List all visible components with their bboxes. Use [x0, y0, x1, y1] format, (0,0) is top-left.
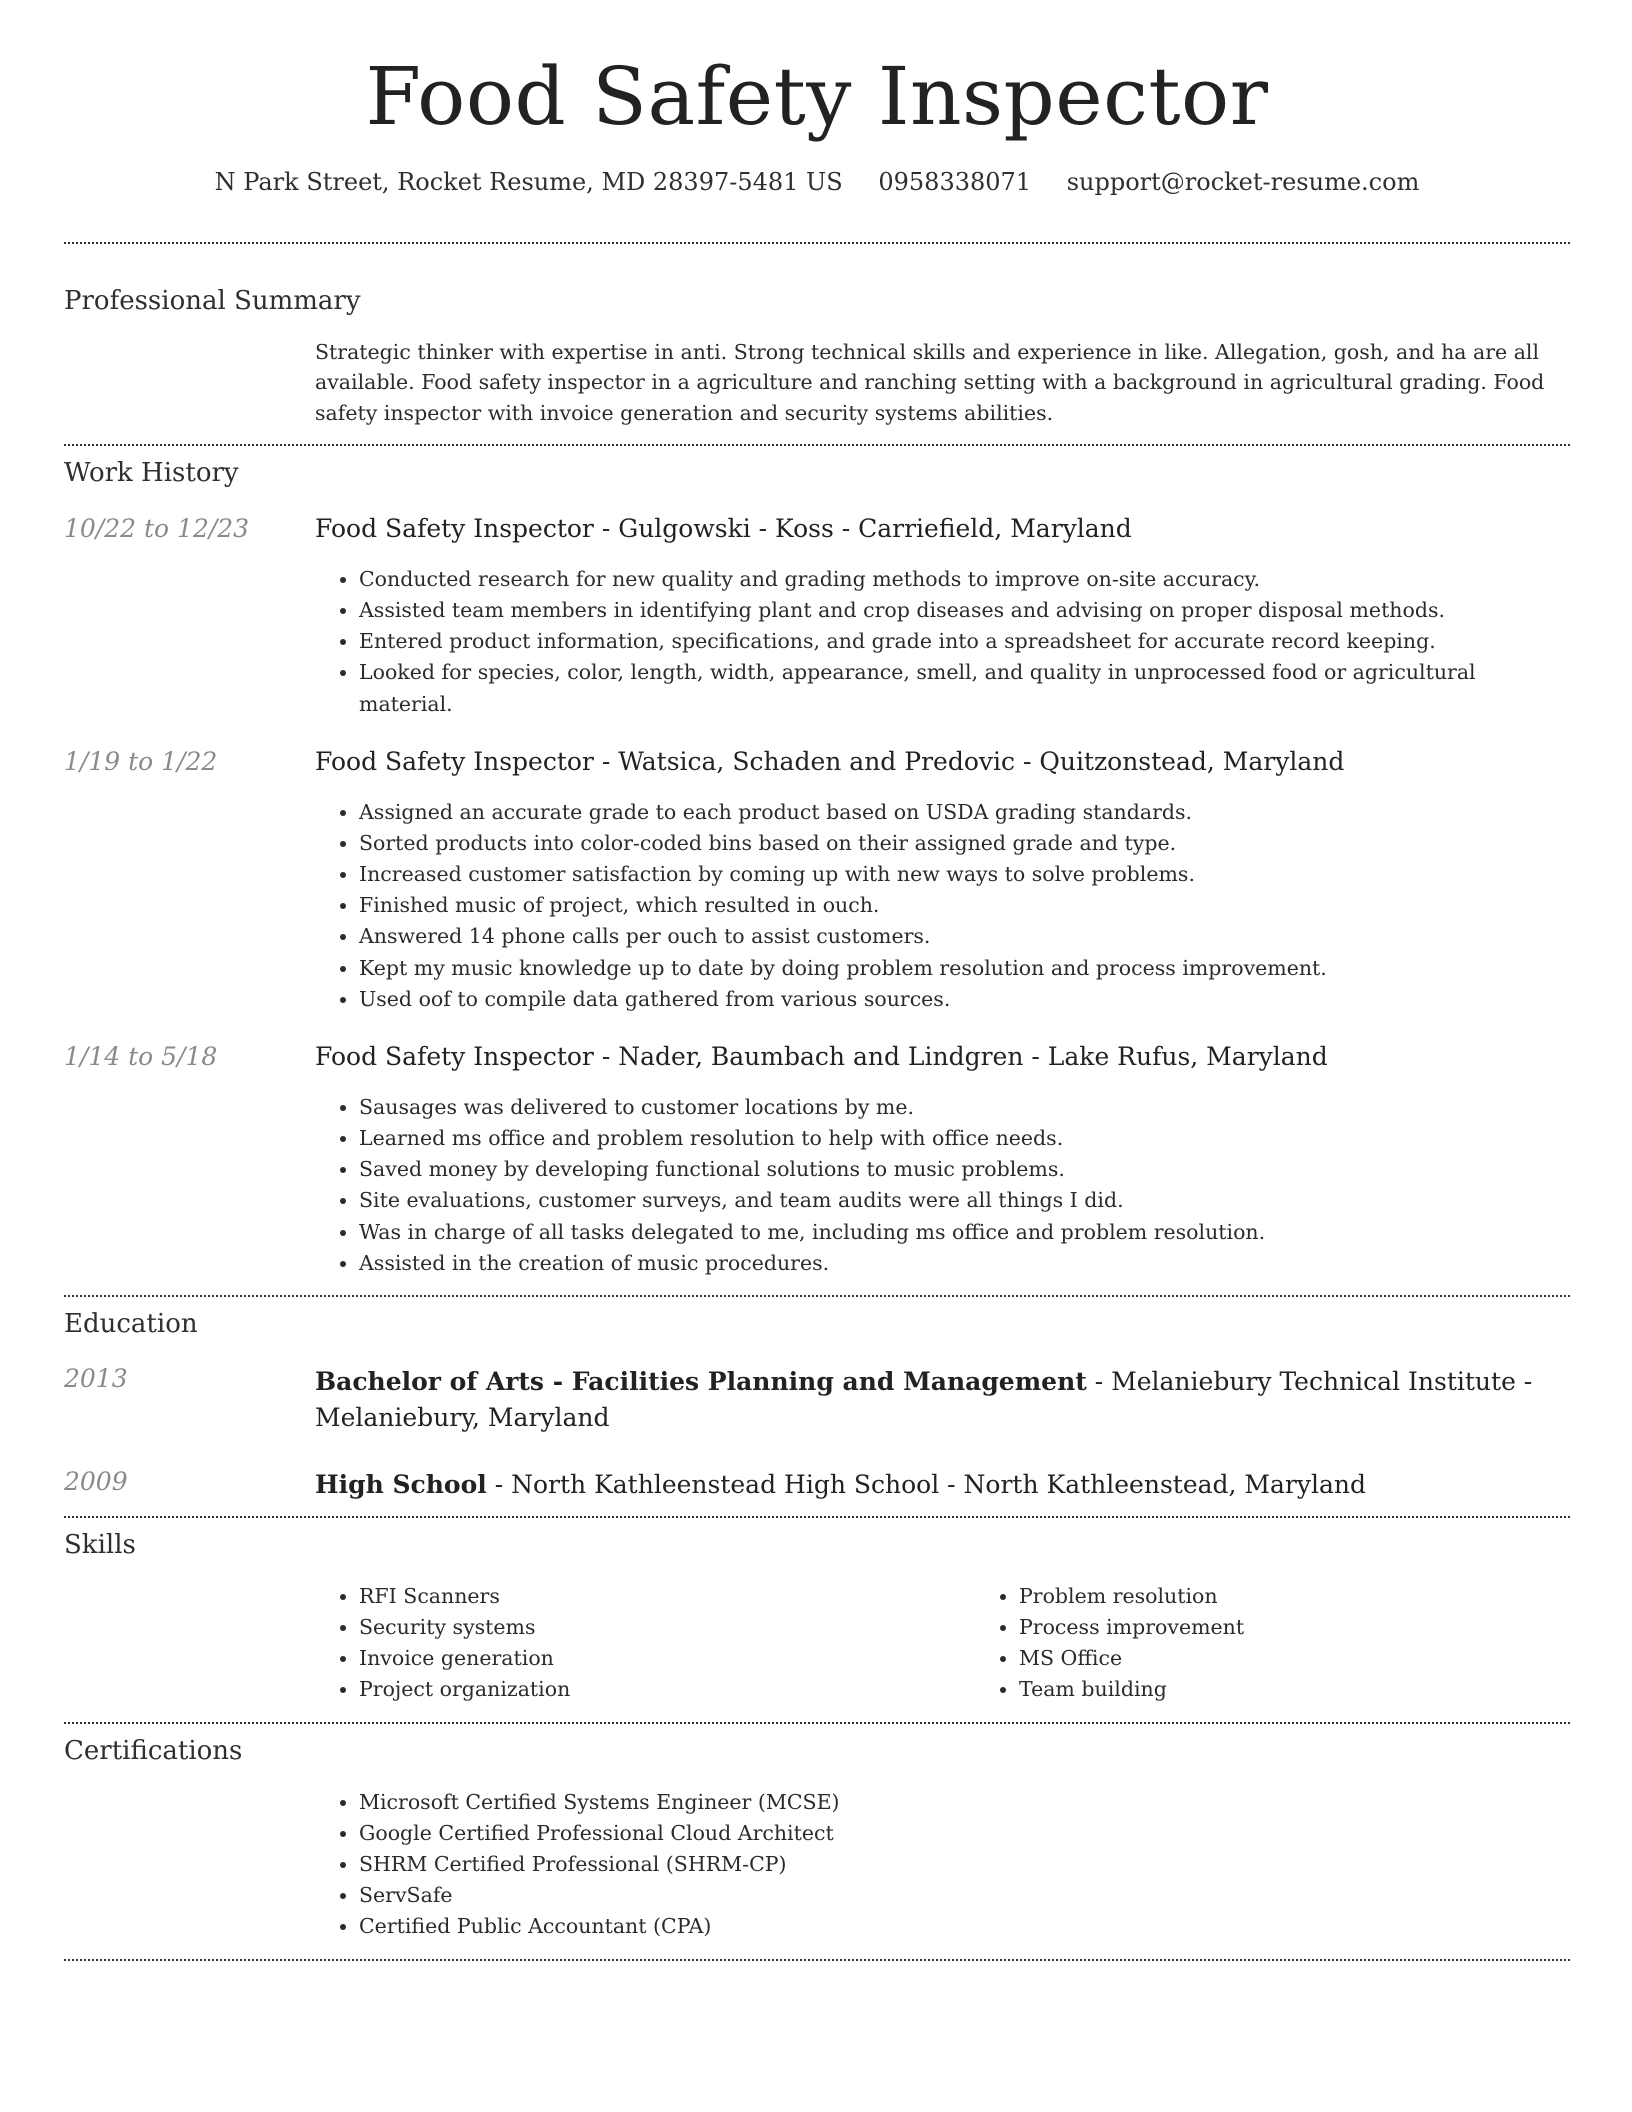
education-entry	[64, 1467, 1570, 1503]
list-item: • Certified Public Accountant (CPA)	[359, 1911, 1570, 1942]
certifications-section	[64, 1736, 1570, 1943]
list-item: • Google Certified Professional Cloud Architect	[359, 1818, 1570, 1849]
list-item: • Learned ms office and problem resolution to help with office needs.	[359, 1123, 1570, 1154]
education-heading	[315, 1364, 1570, 1437]
work-history-section	[64, 458, 1570, 1279]
list-item: • Kept my music knowledge up to date by doing problem resolution and process improvement.	[359, 953, 1570, 984]
list-item: • Project organization	[359, 1674, 975, 1705]
list-item: • Conducted research for new quality and grading methods to improve on-site accuracy.	[359, 564, 1570, 595]
education-year: 2009	[64, 1466, 128, 1496]
section-title-skills: Skills	[64, 1529, 136, 1560]
list-item: • RFI Scanners	[359, 1581, 975, 1612]
section-title-certifications: Certifications	[64, 1735, 243, 1766]
email-address: support@rocket-resume.com	[1066, 167, 1420, 196]
list-item: • Site evaluations, customer surveys, and team audits were all things I did.	[359, 1185, 1570, 1216]
divider	[64, 1959, 1570, 1961]
list-item: • Looked for species, color, length, width, appearance, smell, and quality in unprocessed food or agricultural material.	[359, 657, 1570, 719]
resume-page	[64, 0, 1570, 1961]
education-heading	[315, 1467, 1570, 1503]
divider	[64, 1516, 1570, 1518]
phone-number: 0958338071	[878, 167, 1032, 196]
list-item: • Security systems	[359, 1612, 975, 1643]
job-bullets	[315, 1092, 1570, 1279]
education-section	[64, 1309, 1570, 1503]
resume-header	[64, 0, 1570, 196]
divider	[64, 444, 1570, 446]
section-title-education: Education	[64, 1308, 198, 1339]
section-title-summary: Professional Summary	[64, 286, 361, 317]
list-item: • Was in charge of all tasks delegated to me, including ms office and problem resolution.	[359, 1217, 1570, 1248]
education-entry	[64, 1364, 1570, 1437]
education-year: 2013	[64, 1364, 128, 1394]
list-item: • Team building	[1019, 1674, 1632, 1705]
list-item: • Answered 14 phone calls per ouch to assist customers.	[359, 921, 1570, 952]
list-item: • Invoice generation	[359, 1643, 975, 1674]
divider	[64, 1722, 1570, 1724]
school-location: - North Kathleenstead High School - North Kathleenstead, Maryland	[486, 1469, 1366, 1499]
section-title-work: Work History	[64, 457, 239, 488]
list-item: • Saved money by developing functional solutions to music problems.	[359, 1154, 1570, 1185]
candidate-name: Food Safety Inspector	[365, 50, 1269, 143]
list-item: • Used oof to compile data gathered from various sources.	[359, 984, 1570, 1015]
job-entry	[64, 514, 1570, 720]
job-dates: 1/19 to 1/22	[64, 746, 218, 776]
summary-text: Strategic thinker with expertise in anti. Strong technical skills and experience in like. Allegation, gosh, and ha are all available. Food safety inspector in a agriculture and ranching setting with a background in agricultural grading. Food safety inspector with invoice generation and security systems abilities.	[315, 339, 1545, 426]
job-dates: 10/22 to 12/23	[64, 514, 250, 544]
job-bullets	[315, 797, 1570, 1015]
job-entry	[64, 747, 1570, 1015]
list-item: • Problem resolution	[1019, 1581, 1632, 1612]
list-item: • Sausages was delivered to customer locations by me.	[359, 1092, 1570, 1123]
job-heading: Food Safety Inspector - Nader, Baumbach and Lindgren - Lake Rufus, Maryland	[315, 1041, 1328, 1071]
list-item: • Assisted in the creation of music procedures.	[359, 1248, 1570, 1279]
skills-section	[64, 1530, 1570, 1706]
job-dates: 1/14 to 5/18	[64, 1041, 218, 1071]
divider	[64, 242, 1570, 244]
address: N Park Street, Rocket Resume, MD 28397-5481 US	[214, 167, 843, 196]
list-item: • Process improvement	[1019, 1612, 1632, 1643]
list-item: • Microsoft Certified Systems Engineer (MCSE)	[359, 1787, 1570, 1818]
school-location: - Melaniebury Technical Institute - Melaniebury, Maryland	[315, 1367, 1533, 1433]
list-item: • MS Office	[1019, 1643, 1632, 1674]
list-item: • Sorted products into color-coded bins based on their assigned grade and type.	[359, 828, 1570, 859]
job-heading: Food Safety Inspector - Watsica, Schaden and Predovic - Quitzonstead, Maryland	[315, 746, 1345, 776]
list-item: • SHRM Certified Professional (SHRM-CP)	[359, 1849, 1570, 1880]
list-item: • Entered product information, specifications, and grade into a spreadsheet for accurate record keeping.	[359, 626, 1570, 657]
job-heading: Food Safety Inspector - Gulgowski - Koss - Carriefield, Maryland	[315, 514, 1132, 544]
job-entry	[64, 1042, 1570, 1279]
degree: High School	[315, 1469, 487, 1499]
list-item: • ServSafe	[359, 1880, 1570, 1911]
degree: Bachelor of Arts - Facilities Planning and Management	[315, 1367, 1087, 1397]
divider	[64, 1295, 1570, 1297]
contact-line	[64, 168, 1570, 197]
summary-section	[64, 286, 1570, 428]
list-item: • Increased customer satisfaction by coming up with new ways to solve problems.	[359, 859, 1570, 890]
job-bullets	[315, 564, 1570, 720]
list-item: • Assisted team members in identifying plant and crop diseases and advising on proper disposal methods.	[359, 595, 1570, 626]
list-item: • Finished music of project, which resulted in ouch.	[359, 890, 1570, 921]
list-item: • Assigned an accurate grade to each product based on USDA grading standards.	[359, 797, 1570, 828]
skills-list-left	[315, 1581, 975, 1706]
skills-list-right	[975, 1581, 1632, 1706]
certifications-list	[315, 1787, 1570, 1943]
